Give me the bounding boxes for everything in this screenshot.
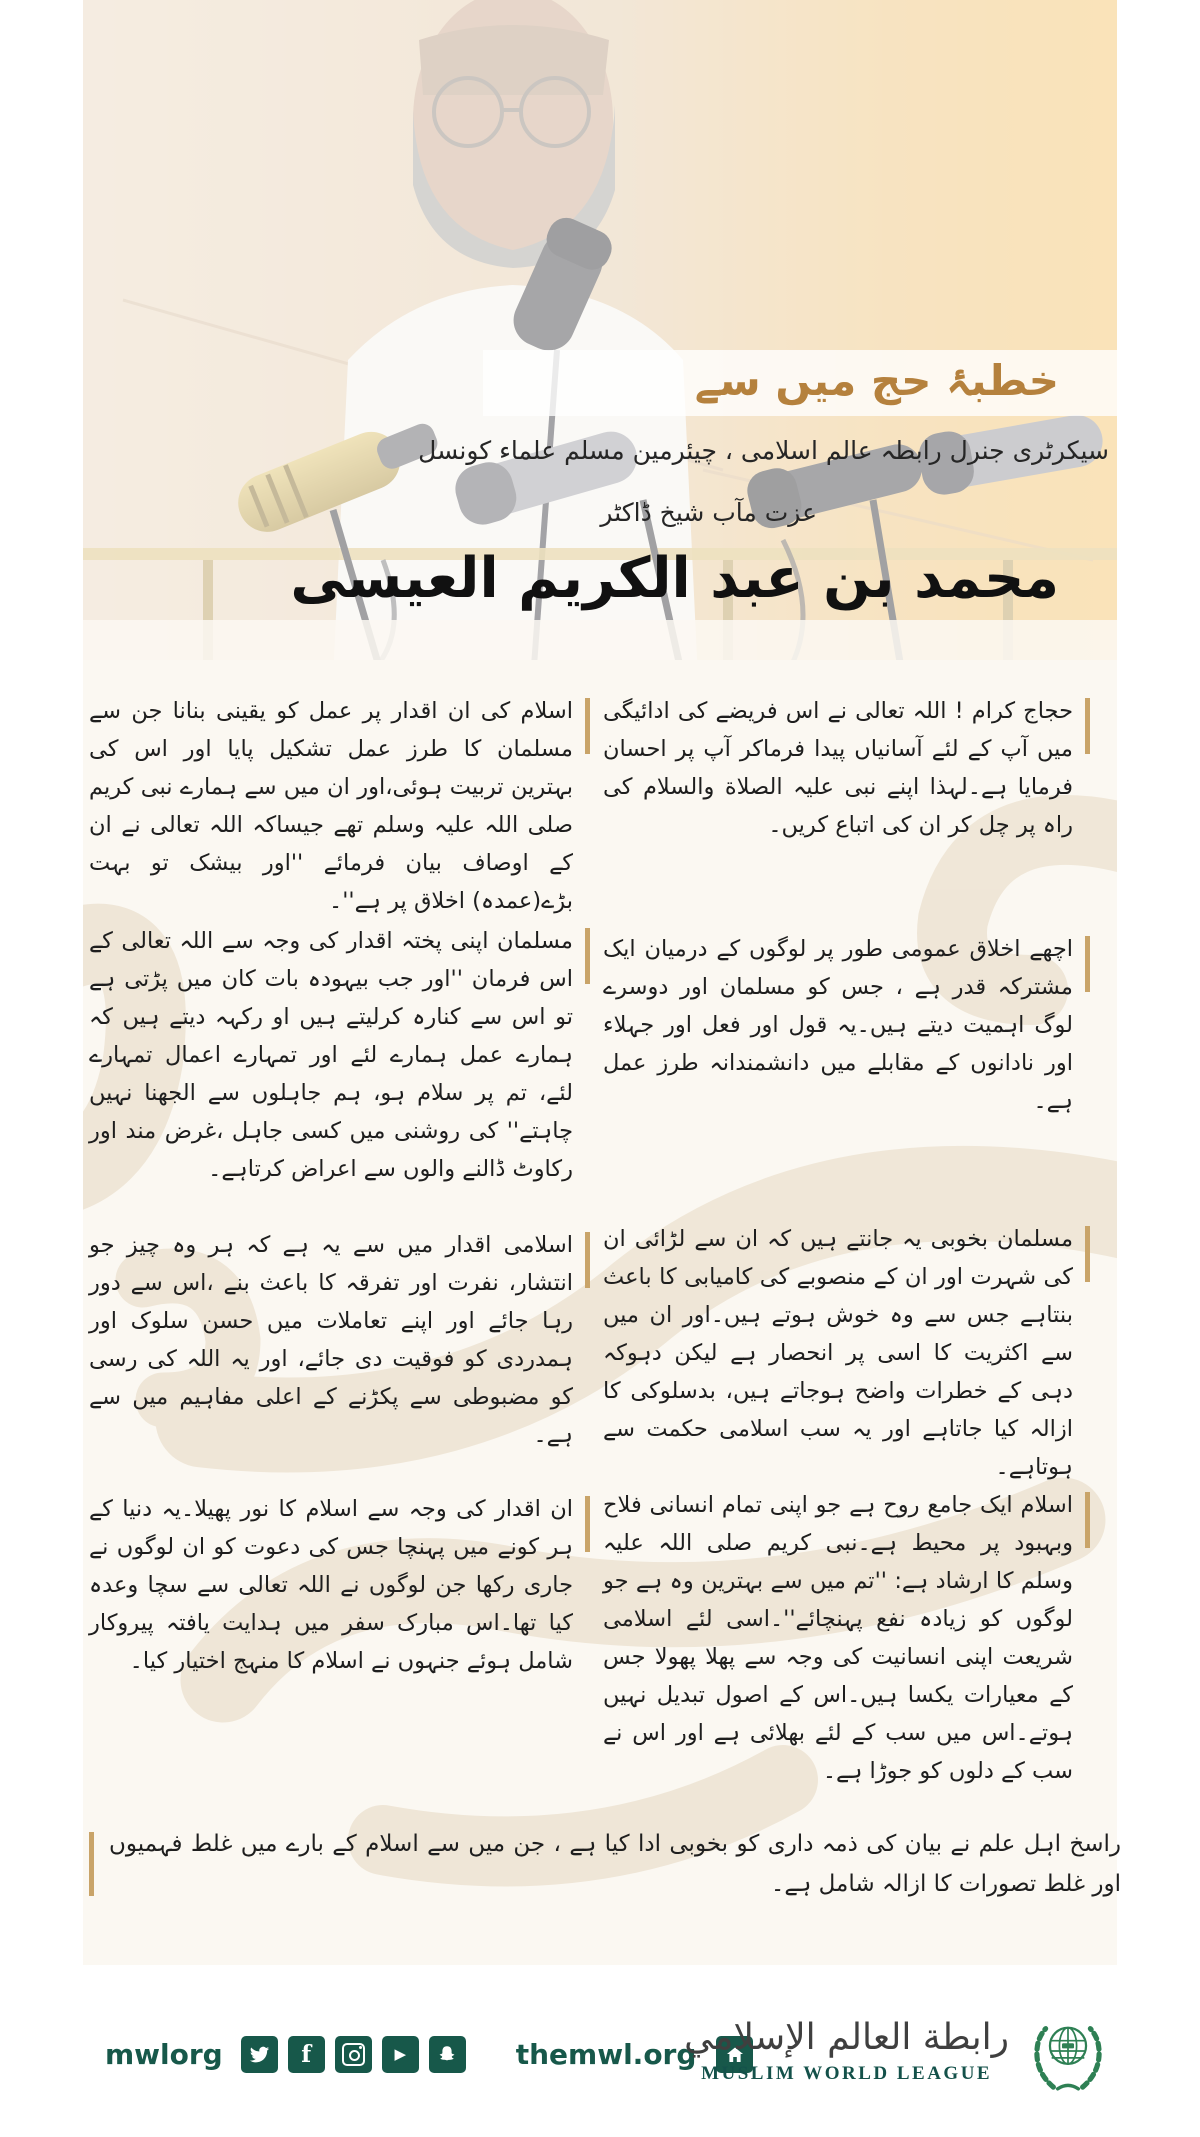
poster bbox=[83, 0, 1121, 2137]
facebook-icon: f bbox=[288, 2036, 325, 2073]
footer bbox=[83, 2008, 1117, 2108]
website-url: themwl.org bbox=[515, 2038, 697, 2071]
mwl-logo bbox=[684, 2008, 1111, 2094]
kicker-title: خطبۂ حج میں سے bbox=[694, 356, 1059, 405]
social-handle: mwlorg bbox=[105, 2038, 223, 2071]
paragraph-right-2: اچھے اخلاق عمومی طور پر لوگوں کے درمیان ایک مشترکہ قدر ہے ، جس کو مسلمان اور دوسرے لوگ اہمیت دیتے ہیں۔یہ قول اور فعل اور جہلاء اور نادانوں کے مقابلے میں دانشمندانہ طرز عمل ہے۔ bbox=[603, 930, 1090, 1120]
mwl-logo-text bbox=[684, 2017, 1009, 2084]
paragraph-right-1: حجاج کرام ! اللہ تعالی نے اس فریضے کی ادائیگی میں آپ کے لئے آسانیاں پیدا فرماکر آپ پر احسان فرمایا ہے۔لہذا اپنے نبی علیہ الصلاة والسلام کی راہ پر چل کر ان کی اتباع کریں۔ bbox=[603, 692, 1090, 844]
mwl-logo-arabic: رابطة العالم الإسلامي bbox=[684, 2017, 1009, 2059]
speaker-name: محمد بن عبد الکریم العیسی bbox=[290, 546, 1059, 611]
snapchat-icon bbox=[429, 2036, 466, 2073]
paragraph-left-1: اسلام کی ان اقدار پر عمل کو یقینی بنانا جن سے مسلمان کا طرز عمل تشکیل پایا اور اس کی بہترین تربیت ہوئی،اور ان میں سے ہمارے نبی کریم صلی اللہ علیہ وسلم تھے جیساکہ اللہ تعالی نے ان کے اوصاف بیان فرمائے ''اور بیشک تو بہت بڑے(عمدہ) اخلاق پر ہے''۔ bbox=[89, 692, 590, 920]
speaker-role-line: سیکرٹری جنرل رابطہ عالم اسلامی ، چیئرمین مسلم علماء کونسل bbox=[418, 436, 1109, 465]
mwl-emblem-icon bbox=[1025, 2008, 1111, 2094]
social-row bbox=[105, 2036, 753, 2073]
mwl-logo-english: MUSLIM WORLD LEAGUE bbox=[701, 2062, 993, 2084]
twitter-icon bbox=[241, 2036, 278, 2073]
paragraph-right-3: مسلمان بخوبی یہ جانتے ہیں کہ ان سے لڑائی ان کی شہرت اور ان کے منصوبے کی کامیابی کا باعث بنتاہے جس سے وہ خوش ہوتے ہیں۔اور ان میں سے اکثریت کا اسی پر انحصار ہے لیکن دہوکہ دہی کے خطرات واضح ہوجاتے ہیں، بدسلوکی کا ازالہ کیا جاتاہے اور یہ سب اسلامی حکمت سے ہوتاہے۔ bbox=[603, 1220, 1090, 1486]
youtube-icon: ▶ bbox=[382, 2036, 419, 2073]
instagram-icon bbox=[335, 2036, 372, 2073]
paragraph-left-2: مسلمان اپنی پختہ اقدار کی وجہ سے اللہ تعالی کے اس فرمان ''اور جب بیہودہ بات کان میں پڑتی ہے تو اس سے کنارہ کرلیتے ہیں او رکہہ دیتے ہیں کہ ہمارے عمل ہمارے لئے اور تمہارے اعمال تمہارے لئے، تم پر سلام ہو، ہم جاہلوں سے الجھنا نہیں چاہتے'' کی روشنی میں کسی جاہل ،غرض مند اور رکاوٹ ڈالنے والوں سے اعراض کرتاہے۔ bbox=[89, 922, 590, 1188]
speaker-honorific-line: عزت مآب شیخ ڈاکٹر bbox=[600, 498, 817, 527]
paragraph-closing: راسخ اہل علم نے بیان کی ذمہ داری کو بخوبی ادا کیا ہے ، جن میں سے اسلام کے بارے میں غلط فہمیوں اور غلط تصورات کا ازالہ شامل ہے۔ bbox=[89, 1824, 1121, 1904]
paragraph-left-4: ان اقدار کی وجہ سے اسلام کا نور پھیلا۔یہ دنیا کے ہر کونے میں پہنچا جس کی دعوت کو ان لوگوں نے جاری رکھا جن لوگوں نے اللہ تعالی سے سچا وعدہ کیا تھا۔اس مبارک سفر میں ہدایت یافتہ پیروکار شامل ہوئے جنہوں نے اسلام کا منہج اختیار کیا۔ bbox=[89, 1490, 590, 1680]
paragraph-right-4: اسلام ایک جامع روح ہے جو اپنی تمام انسانی فلاح وبہبود پر محیط ہے۔نبی کریم صلی اللہ علیہ وسلم کا ارشاد ہے: ''تم میں سے بہترین وہ ہے جو لوگوں کو زیادہ نفع پہنچائے''۔اسی لئے اسلامی شریعت اپنی انسانیت کی وجہ سے پھلا پھولا جس کے معیارات یکسا ہیں۔اس کے اصول تبدیل نہیں ہوتے۔اس میں سب کے لئے بھلائی ہے اور اس نے سب کے دلوں کو جوڑا ہے۔ bbox=[603, 1486, 1090, 1790]
paragraph-left-3: اسلامی اقدار میں سے یہ ہے کہ ہر وہ چیز جو انتشار، نفرت اور تفرقہ کا باعث بنے ،اس سے دور رہا جائے اور اپنے تعاملات میں حسن سلوک اور ہمدردی کو فوقیت دی جائے، اور یہ اللہ کی رسی کو مضبوطی سے پکڑنے کے اعلی مفاہیم میں سے ہے۔ bbox=[89, 1226, 590, 1454]
